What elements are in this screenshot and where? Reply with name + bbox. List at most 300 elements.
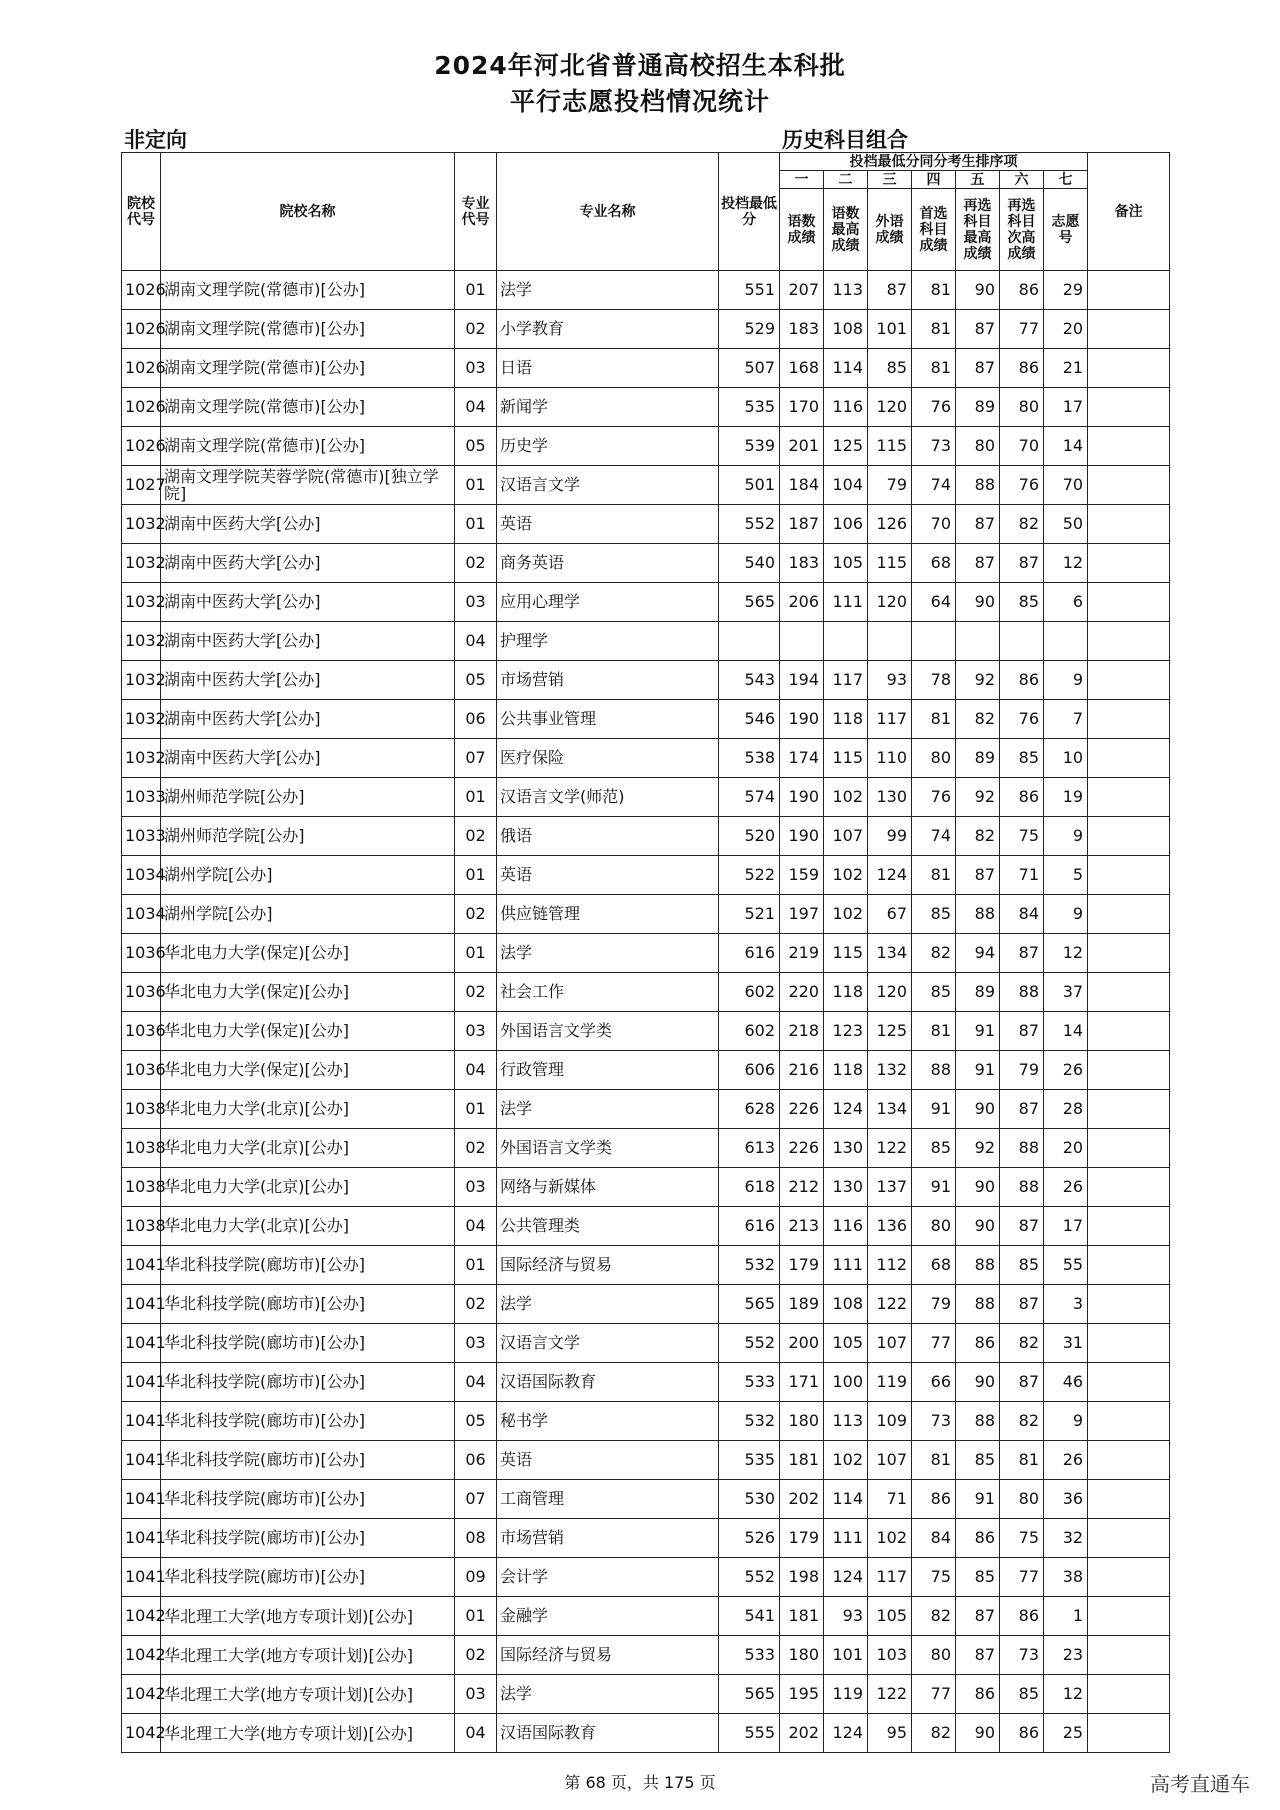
cell-chinese-math-max: 102 xyxy=(824,1441,868,1480)
cell-min-score: 526 xyxy=(719,1519,780,1558)
cell-school-name: 华北电力大学(北京)[公办] xyxy=(161,1090,455,1129)
cell-min-score: 533 xyxy=(719,1363,780,1402)
cell-second-subject-next: 85 xyxy=(1000,739,1044,778)
cell-first-subject: 68 xyxy=(912,544,956,583)
cell-foreign-language: 107 xyxy=(868,1324,912,1363)
cell-second-subject-next: 86 xyxy=(1000,661,1044,700)
cell-chinese-math-max: 111 xyxy=(824,583,868,622)
cell-school-name: 华北电力大学(北京)[公办] xyxy=(161,1207,455,1246)
cell-second-subject-max: 91 xyxy=(956,1051,1000,1090)
cell-chinese-math-max: 111 xyxy=(824,1519,868,1558)
cell-major-code: 06 xyxy=(455,1441,497,1480)
cell-school-code: 1041 xyxy=(122,1246,161,1285)
cell-preference-no: 26 xyxy=(1044,1051,1088,1090)
cell-first-subject: 84 xyxy=(912,1519,956,1558)
cell-major-code: 02 xyxy=(455,1285,497,1324)
cell-foreign-language: 117 xyxy=(868,1558,912,1597)
cell-major-code: 03 xyxy=(455,1324,497,1363)
cell-preference-no: 5 xyxy=(1044,856,1088,895)
cell-preference-no: 19 xyxy=(1044,778,1088,817)
cell-major-name: 行政管理 xyxy=(497,1051,719,1090)
cell-chinese-math-max xyxy=(824,622,868,661)
cell-chinese-math: 218 xyxy=(780,1012,824,1051)
cell-remark xyxy=(1088,505,1170,544)
cell-school-name: 华北科技学院(廊坊市)[公办] xyxy=(161,1324,455,1363)
cell-school-code: 1041 xyxy=(122,1324,161,1363)
cell-second-subject-next: 85 xyxy=(1000,583,1044,622)
cell-first-subject: 74 xyxy=(912,817,956,856)
header-rank-item-6: 再选科目次高成绩 xyxy=(1000,189,1044,271)
cell-chinese-math-max: 101 xyxy=(824,1636,868,1675)
cell-remark xyxy=(1088,388,1170,427)
cell-school-code: 1041 xyxy=(122,1480,161,1519)
cell-remark xyxy=(1088,1597,1170,1636)
cell-major-name: 会计学 xyxy=(497,1558,719,1597)
cell-second-subject-max: 90 xyxy=(956,583,1000,622)
cell-chinese-math-max: 93 xyxy=(824,1597,868,1636)
cell-foreign-language: 115 xyxy=(868,427,912,466)
cell-min-score: 551 xyxy=(719,271,780,310)
cell-major-code: 04 xyxy=(455,1051,497,1090)
cell-school-name: 湖州学院[公办] xyxy=(161,856,455,895)
cell-major-name: 国际经济与贸易 xyxy=(497,1246,719,1285)
table-row xyxy=(122,1207,1170,1246)
table-row xyxy=(122,1246,1170,1285)
cell-major-name: 医疗保险 xyxy=(497,739,719,778)
header-rank-item-4: 首选科目成绩 xyxy=(912,189,956,271)
header-rank-item-5: 再选科目最高成绩 xyxy=(956,189,1000,271)
cell-preference-no: 20 xyxy=(1044,310,1088,349)
cell-major-code: 02 xyxy=(455,544,497,583)
cell-second-subject-next: 88 xyxy=(1000,973,1044,1012)
cell-major-name: 英语 xyxy=(497,1441,719,1480)
cell-foreign-language: 126 xyxy=(868,505,912,544)
cell-school-name: 华北科技学院(廊坊市)[公办] xyxy=(161,1480,455,1519)
header-major-code: 专业代号 xyxy=(455,153,497,271)
cell-preference-no: 12 xyxy=(1044,1675,1088,1714)
cell-foreign-language: 134 xyxy=(868,1090,912,1129)
cell-school-name: 华北电力大学(北京)[公办] xyxy=(161,1129,455,1168)
cell-chinese-math: 207 xyxy=(780,271,824,310)
cell-chinese-math: 179 xyxy=(780,1246,824,1285)
cell-school-code: 1036 xyxy=(122,934,161,973)
cell-school-name: 湖州师范学院[公办] xyxy=(161,817,455,856)
cell-min-score: 532 xyxy=(719,1402,780,1441)
cell-foreign-language: 71 xyxy=(868,1480,912,1519)
cell-school-code: 1036 xyxy=(122,1051,161,1090)
cell-preference-no: 37 xyxy=(1044,973,1088,1012)
cell-second-subject-next: 86 xyxy=(1000,349,1044,388)
cell-chinese-math: 194 xyxy=(780,661,824,700)
cell-preference-no: 55 xyxy=(1044,1246,1088,1285)
cell-remark xyxy=(1088,349,1170,388)
page-title: 2024年河北省普通高校招生本科批 xyxy=(434,51,846,80)
cell-chinese-math-max: 115 xyxy=(824,739,868,778)
table-row xyxy=(122,1441,1170,1480)
cell-chinese-math: 226 xyxy=(780,1129,824,1168)
cell-min-score: 574 xyxy=(719,778,780,817)
cell-second-subject-next: 87 xyxy=(1000,1090,1044,1129)
cell-remark xyxy=(1088,466,1170,505)
cell-school-code: 1032 xyxy=(122,583,161,622)
cell-min-score: 546 xyxy=(719,700,780,739)
cell-chinese-math: 171 xyxy=(780,1363,824,1402)
cell-chinese-math-max: 111 xyxy=(824,1246,868,1285)
cell-preference-no: 31 xyxy=(1044,1324,1088,1363)
cell-school-code: 1042 xyxy=(122,1675,161,1714)
cell-foreign-language: 122 xyxy=(868,1285,912,1324)
table-row xyxy=(122,817,1170,856)
cell-second-subject-max xyxy=(956,622,1000,661)
cell-min-score: 565 xyxy=(719,1675,780,1714)
cell-preference-no: 38 xyxy=(1044,1558,1088,1597)
cell-foreign-language: 102 xyxy=(868,1519,912,1558)
cell-chinese-math: 180 xyxy=(780,1636,824,1675)
cell-school-name: 华北电力大学(保定)[公办] xyxy=(161,934,455,973)
cell-major-name: 英语 xyxy=(497,856,719,895)
cell-remark xyxy=(1088,1168,1170,1207)
cell-chinese-math-max: 116 xyxy=(824,388,868,427)
cell-major-code: 04 xyxy=(455,1363,497,1402)
cell-major-code: 01 xyxy=(455,271,497,310)
cell-preference-no: 12 xyxy=(1044,934,1088,973)
cell-school-code: 1026 xyxy=(122,271,161,310)
cell-school-name: 华北科技学院(廊坊市)[公办] xyxy=(161,1558,455,1597)
cell-first-subject: 81 xyxy=(912,271,956,310)
cell-remark xyxy=(1088,1246,1170,1285)
cell-second-subject-max: 87 xyxy=(956,349,1000,388)
cell-school-code: 1032 xyxy=(122,505,161,544)
header-min-score: 投档最低分 xyxy=(719,153,780,271)
cell-min-score: 541 xyxy=(719,1597,780,1636)
cell-first-subject: 68 xyxy=(912,1246,956,1285)
cell-first-subject: 73 xyxy=(912,427,956,466)
cell-major-name: 公共事业管理 xyxy=(497,700,719,739)
cell-first-subject: 85 xyxy=(912,1129,956,1168)
table-row xyxy=(122,1168,1170,1207)
header-major-name: 专业名称 xyxy=(497,153,719,271)
cell-chinese-math: 174 xyxy=(780,739,824,778)
cell-second-subject-next: 73 xyxy=(1000,1636,1044,1675)
header-rank-5: 五 xyxy=(956,171,1000,189)
cell-preference-no: 36 xyxy=(1044,1480,1088,1519)
cell-second-subject-next: 87 xyxy=(1000,544,1044,583)
cell-second-subject-max: 85 xyxy=(956,1441,1000,1480)
cell-second-subject-next: 84 xyxy=(1000,895,1044,934)
cell-remark xyxy=(1088,1129,1170,1168)
cell-second-subject-max: 92 xyxy=(956,661,1000,700)
admission-table xyxy=(121,152,1170,1753)
table-row xyxy=(122,1636,1170,1675)
cell-chinese-math: 213 xyxy=(780,1207,824,1246)
header-rank-item-2: 语数最高成绩 xyxy=(824,189,868,271)
cell-remark xyxy=(1088,544,1170,583)
cell-chinese-math-max: 105 xyxy=(824,544,868,583)
table-row xyxy=(122,895,1170,934)
cell-foreign-language: 132 xyxy=(868,1051,912,1090)
cell-chinese-math-max: 124 xyxy=(824,1558,868,1597)
cell-second-subject-next: 86 xyxy=(1000,778,1044,817)
cell-second-subject-next: 88 xyxy=(1000,1129,1044,1168)
cell-school-name: 华北理工大学(地方专项计划)[公办] xyxy=(161,1675,455,1714)
cell-second-subject-max: 89 xyxy=(956,739,1000,778)
cell-chinese-math: 170 xyxy=(780,388,824,427)
cell-school-name: 华北科技学院(廊坊市)[公办] xyxy=(161,1285,455,1324)
cell-preference-no: 3 xyxy=(1044,1285,1088,1324)
cell-second-subject-max: 88 xyxy=(956,895,1000,934)
cell-remark xyxy=(1088,1480,1170,1519)
cell-remark xyxy=(1088,661,1170,700)
cell-first-subject: 80 xyxy=(912,739,956,778)
cell-second-subject-next: 82 xyxy=(1000,505,1044,544)
cell-second-subject-max: 90 xyxy=(956,1363,1000,1402)
cell-second-subject-next: 81 xyxy=(1000,1441,1044,1480)
cell-second-subject-max: 92 xyxy=(956,1129,1000,1168)
cell-preference-no: 9 xyxy=(1044,661,1088,700)
cell-remark xyxy=(1088,1441,1170,1480)
cell-min-score: 543 xyxy=(719,661,780,700)
cell-chinese-math-max: 116 xyxy=(824,1207,868,1246)
header-rank-item-7: 志愿号 xyxy=(1044,189,1088,271)
cell-major-name: 金融学 xyxy=(497,1597,719,1636)
cell-preference-no: 50 xyxy=(1044,505,1088,544)
cell-preference-no: 9 xyxy=(1044,895,1088,934)
cell-second-subject-max: 90 xyxy=(956,271,1000,310)
cell-school-name: 华北电力大学(北京)[公办] xyxy=(161,1168,455,1207)
header-remark: 备注 xyxy=(1088,153,1170,271)
cell-foreign-language: 112 xyxy=(868,1246,912,1285)
cell-major-name: 社会工作 xyxy=(497,973,719,1012)
cell-chinese-math: 183 xyxy=(780,310,824,349)
cell-chinese-math-max: 119 xyxy=(824,1675,868,1714)
cell-min-score: 616 xyxy=(719,1207,780,1246)
cell-preference-no: 26 xyxy=(1044,1168,1088,1207)
cell-second-subject-max: 80 xyxy=(956,427,1000,466)
cell-school-code: 1038 xyxy=(122,1090,161,1129)
cell-major-code: 01 xyxy=(455,934,497,973)
cell-second-subject-max: 87 xyxy=(956,544,1000,583)
cell-major-code: 01 xyxy=(455,778,497,817)
cell-chinese-math-max: 124 xyxy=(824,1714,868,1753)
cell-major-name: 法学 xyxy=(497,1675,719,1714)
cell-second-subject-next: 77 xyxy=(1000,1558,1044,1597)
cell-chinese-math: 200 xyxy=(780,1324,824,1363)
page-subtitle: 平行志愿投档情况统计 xyxy=(509,87,770,116)
table-row xyxy=(122,622,1170,661)
cell-school-code: 1041 xyxy=(122,1285,161,1324)
cell-school-name: 华北科技学院(廊坊市)[公办] xyxy=(161,1402,455,1441)
cell-min-score: 602 xyxy=(719,973,780,1012)
cell-chinese-math: 195 xyxy=(780,1675,824,1714)
cell-second-subject-next xyxy=(1000,622,1044,661)
cell-min-score: 552 xyxy=(719,505,780,544)
cell-school-name: 湖南文理学院(常德市)[公办] xyxy=(161,310,455,349)
cell-major-code: 03 xyxy=(455,349,497,388)
cell-second-subject-next: 80 xyxy=(1000,1480,1044,1519)
cell-first-subject: 75 xyxy=(912,1558,956,1597)
cell-min-score: 628 xyxy=(719,1090,780,1129)
cell-major-code: 01 xyxy=(455,505,497,544)
cell-second-subject-max: 82 xyxy=(956,817,1000,856)
cell-foreign-language xyxy=(868,622,912,661)
cell-remark xyxy=(1088,1636,1170,1675)
cell-chinese-math: 206 xyxy=(780,583,824,622)
cell-min-score: 606 xyxy=(719,1051,780,1090)
cell-school-code: 1033 xyxy=(122,778,161,817)
cell-major-name: 法学 xyxy=(497,934,719,973)
cell-school-name: 湖南中医药大学[公办] xyxy=(161,583,455,622)
cell-major-code: 01 xyxy=(455,1597,497,1636)
cell-second-subject-next: 79 xyxy=(1000,1051,1044,1090)
cell-major-code: 05 xyxy=(455,661,497,700)
cell-second-subject-next: 75 xyxy=(1000,1519,1044,1558)
cell-second-subject-next: 76 xyxy=(1000,700,1044,739)
cell-major-name: 汉语言文学(师范) xyxy=(497,778,719,817)
table-row xyxy=(122,1051,1170,1090)
cell-second-subject-next: 75 xyxy=(1000,817,1044,856)
table-row xyxy=(122,739,1170,778)
cell-preference-no: 14 xyxy=(1044,1012,1088,1051)
cell-remark xyxy=(1088,973,1170,1012)
cell-first-subject: 77 xyxy=(912,1675,956,1714)
cell-major-code: 08 xyxy=(455,1519,497,1558)
cell-foreign-language: 105 xyxy=(868,1597,912,1636)
cell-second-subject-max: 87 xyxy=(956,1636,1000,1675)
cell-school-name: 湖南中医药大学[公办] xyxy=(161,505,455,544)
cell-remark xyxy=(1088,583,1170,622)
cell-second-subject-max: 91 xyxy=(956,1012,1000,1051)
cell-chinese-math: 201 xyxy=(780,427,824,466)
cell-preference-no: 25 xyxy=(1044,1714,1088,1753)
cell-foreign-language: 120 xyxy=(868,583,912,622)
table-row xyxy=(122,856,1170,895)
cell-major-name: 法学 xyxy=(497,1285,719,1324)
cell-remark xyxy=(1088,1402,1170,1441)
cell-remark xyxy=(1088,1558,1170,1597)
cell-school-name: 华北电力大学(保定)[公办] xyxy=(161,1051,455,1090)
cell-remark xyxy=(1088,1714,1170,1753)
table-row xyxy=(122,700,1170,739)
cell-second-subject-max: 86 xyxy=(956,1675,1000,1714)
cell-foreign-language: 122 xyxy=(868,1675,912,1714)
table-row xyxy=(122,583,1170,622)
cell-major-name: 市场营销 xyxy=(497,661,719,700)
cell-first-subject: 82 xyxy=(912,1597,956,1636)
cell-second-subject-max: 86 xyxy=(956,1324,1000,1363)
cell-chinese-math: 190 xyxy=(780,778,824,817)
cell-remark xyxy=(1088,1285,1170,1324)
cell-preference-no: 70 xyxy=(1044,466,1088,505)
cell-chinese-math: 198 xyxy=(780,1558,824,1597)
cell-preference-no: 10 xyxy=(1044,739,1088,778)
cell-chinese-math-max: 100 xyxy=(824,1363,868,1402)
cell-chinese-math: 226 xyxy=(780,1090,824,1129)
cell-preference-no: 9 xyxy=(1044,1402,1088,1441)
cell-foreign-language: 67 xyxy=(868,895,912,934)
cell-chinese-math: 183 xyxy=(780,544,824,583)
cell-chinese-math: 189 xyxy=(780,1285,824,1324)
cell-chinese-math: 202 xyxy=(780,1480,824,1519)
cell-foreign-language: 119 xyxy=(868,1363,912,1402)
header-school-code: 院校代号 xyxy=(122,153,161,271)
cell-preference-no: 46 xyxy=(1044,1363,1088,1402)
cell-first-subject: 81 xyxy=(912,310,956,349)
cell-min-score: 533 xyxy=(719,1636,780,1675)
cell-chinese-math-max: 113 xyxy=(824,1402,868,1441)
cell-first-subject: 81 xyxy=(912,1441,956,1480)
cell-second-subject-next: 70 xyxy=(1000,427,1044,466)
cell-chinese-math: 180 xyxy=(780,1402,824,1441)
cell-min-score: 565 xyxy=(719,583,780,622)
cell-major-name: 网络与新媒体 xyxy=(497,1168,719,1207)
cell-chinese-math-max: 113 xyxy=(824,271,868,310)
cell-first-subject: 85 xyxy=(912,973,956,1012)
cell-school-name: 湖南中医药大学[公办] xyxy=(161,661,455,700)
cell-foreign-language: 137 xyxy=(868,1168,912,1207)
cell-preference-no: 17 xyxy=(1044,1207,1088,1246)
cell-chinese-math-max: 108 xyxy=(824,310,868,349)
cell-school-name: 湖南中医药大学[公办] xyxy=(161,622,455,661)
cell-second-subject-next: 77 xyxy=(1000,310,1044,349)
cell-school-code: 1032 xyxy=(122,700,161,739)
table-row xyxy=(122,1090,1170,1129)
cell-first-subject: 66 xyxy=(912,1363,956,1402)
cell-foreign-language: 124 xyxy=(868,856,912,895)
header-school-name: 院校名称 xyxy=(161,153,455,271)
cell-school-name: 湖南文理学院(常德市)[公办] xyxy=(161,271,455,310)
cell-foreign-language: 120 xyxy=(868,388,912,427)
cell-school-code: 1032 xyxy=(122,739,161,778)
cell-first-subject: 78 xyxy=(912,661,956,700)
cell-min-score: 529 xyxy=(719,310,780,349)
cell-major-name: 外国语言文学类 xyxy=(497,1129,719,1168)
cell-min-score: 613 xyxy=(719,1129,780,1168)
cell-second-subject-max: 88 xyxy=(956,466,1000,505)
cell-chinese-math: 181 xyxy=(780,1597,824,1636)
cell-chinese-math-max: 102 xyxy=(824,856,868,895)
cell-second-subject-next: 86 xyxy=(1000,1597,1044,1636)
cell-school-name: 华北理工大学(地方专项计划)[公办] xyxy=(161,1636,455,1675)
cell-foreign-language: 101 xyxy=(868,310,912,349)
cell-remark xyxy=(1088,310,1170,349)
cell-chinese-math-max: 104 xyxy=(824,466,868,505)
cell-chinese-math-max: 108 xyxy=(824,1285,868,1324)
cell-second-subject-next: 76 xyxy=(1000,466,1044,505)
cell-foreign-language: 125 xyxy=(868,1012,912,1051)
cell-min-score: 552 xyxy=(719,1324,780,1363)
cell-preference-no: 1 xyxy=(1044,1597,1088,1636)
cell-min-score: 565 xyxy=(719,1285,780,1324)
cell-school-name: 华北科技学院(廊坊市)[公办] xyxy=(161,1519,455,1558)
cell-major-code: 02 xyxy=(455,895,497,934)
cell-school-code: 1041 xyxy=(122,1558,161,1597)
header-rank-item-3: 外语成绩 xyxy=(868,189,912,271)
cell-school-code: 1038 xyxy=(122,1168,161,1207)
cell-preference-no: 14 xyxy=(1044,427,1088,466)
cell-school-name: 湖州学院[公办] xyxy=(161,895,455,934)
cell-major-code: 01 xyxy=(455,1090,497,1129)
cell-major-code: 06 xyxy=(455,700,497,739)
cell-major-code: 05 xyxy=(455,427,497,466)
cell-second-subject-next: 87 xyxy=(1000,1285,1044,1324)
cell-school-name: 湖南文理学院(常德市)[公办] xyxy=(161,427,455,466)
cell-second-subject-next: 82 xyxy=(1000,1324,1044,1363)
header-rank-6: 六 xyxy=(1000,171,1044,189)
cell-major-name: 法学 xyxy=(497,271,719,310)
cell-chinese-math: 202 xyxy=(780,1714,824,1753)
cell-major-name: 秘书学 xyxy=(497,1402,719,1441)
cell-school-name: 湖南文理学院(常德市)[公办] xyxy=(161,388,455,427)
